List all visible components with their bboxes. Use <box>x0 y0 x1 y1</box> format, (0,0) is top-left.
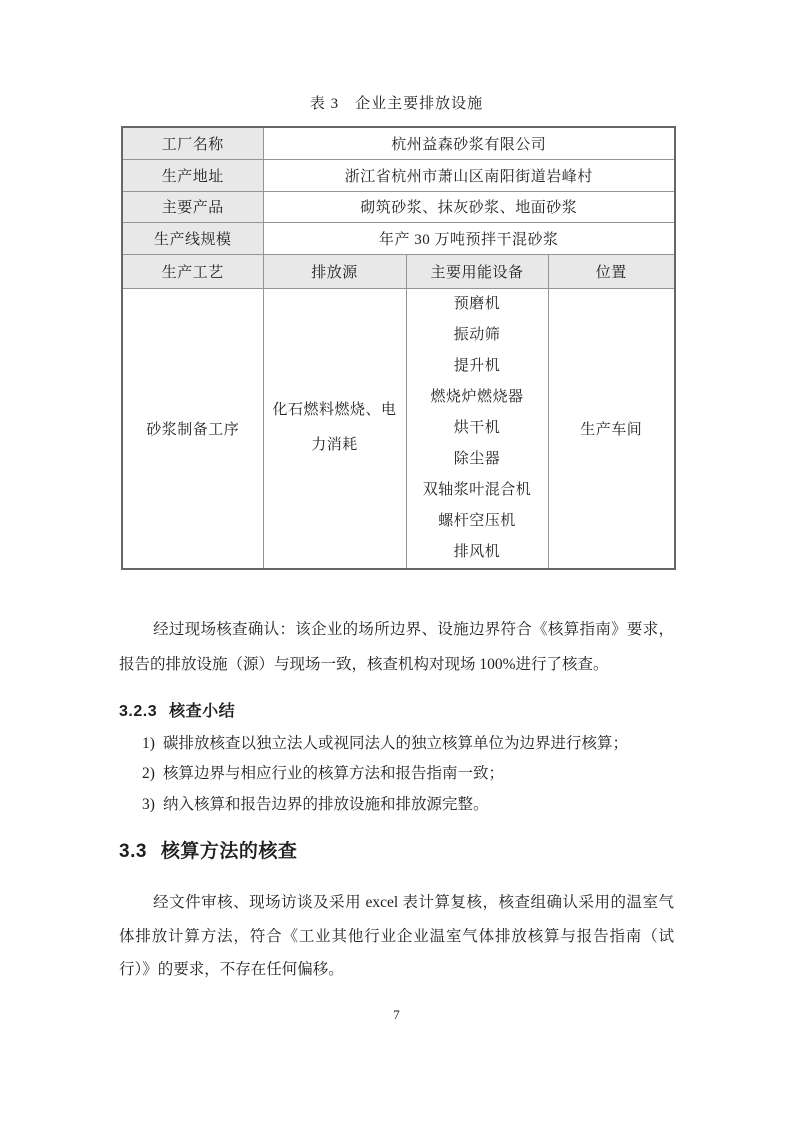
main-products-label: 主要产品 <box>122 191 263 222</box>
equipment-item: 排风机 <box>453 543 501 560</box>
summary-list <box>119 729 674 821</box>
heading-title: 核算方法的核查 <box>160 841 298 862</box>
column-header-energy-equipment: 主要用能设备 <box>406 254 548 288</box>
list-item-number: 3) <box>142 795 155 813</box>
equipment-item: 预磨机 <box>453 295 501 312</box>
emission-source-cell: 化石燃料燃烧、电力消耗 <box>263 288 406 569</box>
site-check-paragraph: 经过现场核查确认：该企业的场所边界、设施边界符合《核算指南》要求，报告的排放设施（源）与现场一致，核查机构对现场 100%进行了核查。 <box>119 620 674 673</box>
production-scale-value: 年产 30 万吨预拌干混砂浆 <box>263 222 675 254</box>
process-name-cell: 砂浆制备工序 <box>122 288 263 569</box>
list-item-text: 碳排放核查以独立法人或视同法人的独立核算单位为边界进行核算； <box>163 734 629 752</box>
table-caption: 表 3 企业主要排放设施 <box>309 96 484 112</box>
page-content <box>119 94 674 1025</box>
list-item-text: 核算边界与相应行业的核算方法和报告指南一致； <box>163 765 505 782</box>
column-header-process: 生产工艺 <box>122 254 263 288</box>
column-header-emission-source: 排放源 <box>263 254 406 288</box>
heading-number: 3.2.3 <box>119 702 158 720</box>
process-data-row <box>122 288 675 569</box>
heading-title: 核查小结 <box>169 702 236 720</box>
heading-3-3 <box>119 837 674 867</box>
production-scale-label: 生产线规模 <box>122 222 263 254</box>
heading-3-2-3 <box>119 701 674 723</box>
equipment-list-cell <box>406 288 548 569</box>
list-item-number: 2) <box>142 765 155 782</box>
equipment-item: 烘干机 <box>453 419 501 436</box>
factory-name-value: 杭州益森砂浆有限公司 <box>263 127 675 159</box>
equipment-item: 提升机 <box>453 357 501 374</box>
list-item <box>119 759 674 790</box>
equipment-item: 螺杆空压机 <box>438 512 516 529</box>
method-check-paragraph: 经文件审核、现场访谈及采用 excel 表计算复核，核查组确认采用的温室气体排放计算方法，符合《工业其他行业企业温室气体排放核算与报告指南（试行）》的要求，不存在任何偏移。 <box>119 894 674 978</box>
production-address-value: 浙江省杭州市萧山区南阳街道岩峰村 <box>263 159 675 191</box>
main-products-value: 砌筑砂浆、抹灰砂浆、地面砂浆 <box>263 191 675 222</box>
list-item <box>119 729 674 760</box>
table-header-row <box>122 254 675 288</box>
table-row <box>122 127 675 159</box>
page-number: 7 <box>393 1006 400 1022</box>
list-item-number: 1) <box>142 734 155 752</box>
production-address-label: 生产地址 <box>122 159 263 191</box>
list-item <box>119 790 674 821</box>
emission-facilities-table <box>121 126 676 570</box>
table-row <box>122 191 675 222</box>
column-header-location: 位置 <box>548 254 675 288</box>
factory-name-label: 工厂名称 <box>122 127 263 159</box>
heading-number: 3.3 <box>119 841 147 862</box>
equipment-item: 除尘器 <box>453 450 501 467</box>
equipment-item: 燃烧炉燃烧器 <box>430 388 524 405</box>
list-item-text: 纳入核算和报告边界的排放设施和排放源完整。 <box>163 795 489 813</box>
location-cell: 生产车间 <box>548 288 675 569</box>
equipment-item: 振动筛 <box>453 326 501 343</box>
table-row <box>122 159 675 191</box>
equipment-item: 双轴浆叶混合机 <box>422 481 532 498</box>
table-row <box>122 222 675 254</box>
